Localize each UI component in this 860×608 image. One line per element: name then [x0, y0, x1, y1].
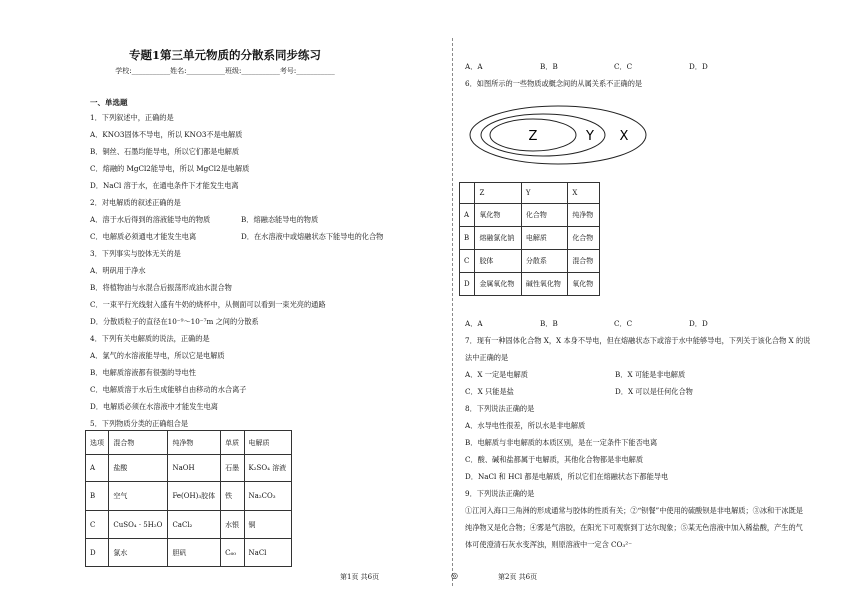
table-cell: Na₂CO₃: [244, 482, 291, 511]
table-row: [86, 455, 292, 482]
table-header-cell: 单质: [221, 431, 244, 455]
table-cell: CuSO₄ · 5H₂O: [109, 511, 168, 539]
label-z: Z: [528, 129, 538, 144]
q7-option-d[interactable]: D．X 可以是任何化合物: [615, 387, 693, 396]
table-row: [460, 204, 600, 227]
table-cell: 空气: [109, 482, 168, 511]
page-number-left: 第1页 共6页: [340, 573, 380, 581]
table-cell: 化合物: [521, 204, 567, 227]
q5-answer-a[interactable]: A．A: [465, 62, 483, 71]
q9-text-line-1: ①江河入海口三角洲的形成通常与胶体的性质有关；②“钡餐”中使用的硫酸钡是非电解质；③冰和干冰既是: [465, 506, 803, 515]
q5-answer-b[interactable]: B．B: [540, 62, 558, 71]
q6-table: [459, 182, 600, 296]
right-page: [430, 0, 860, 608]
q3-option-c[interactable]: C．一束平行光线射入盛有牛奶的烧杯中，从侧面可以看到一束光亮的通路: [90, 300, 326, 309]
q2-option-c[interactable]: C．电解质必须通电才能发生电离: [90, 232, 197, 241]
table-header-cell: 混合物: [109, 431, 168, 455]
q4-option-b[interactable]: B．电解质溶液都有很强的导电性: [90, 368, 196, 377]
q8-option-d[interactable]: D．NaCl 和 HCl 都是电解质，所以它们在熔融状态下都能导电: [465, 472, 669, 481]
table-cell: 胶体: [475, 250, 521, 273]
q1-option-d[interactable]: D．NaCl 溶于水，在通电条件下才能发生电离: [90, 181, 239, 190]
table-cell: 氯水: [109, 539, 168, 567]
q8-option-a[interactable]: A．水导电性很差，所以水是非电解质: [465, 421, 586, 430]
table-cell: 胆矾: [168, 539, 221, 567]
q4-option-c[interactable]: C．电解质溶于水后生成能够自由移动的水合离子: [90, 385, 247, 394]
table-cell: 石墨: [221, 455, 244, 482]
table-cell: B: [460, 227, 475, 250]
table-header-cell: Z: [475, 183, 521, 204]
table-cell: 铁: [221, 482, 244, 511]
q3-stem: 3．下列事实与胶体无关的是: [90, 249, 181, 258]
label-y: Y: [586, 129, 594, 144]
q5-table-header: [86, 431, 292, 455]
table-cell: 铜: [244, 511, 291, 539]
table-cell: 混合物: [568, 250, 600, 273]
q7-option-a[interactable]: A．X 一定是电解质: [465, 370, 528, 379]
q1-option-c[interactable]: C．熔融的 MgCl2能导电，所以 MgCl2是电解质: [90, 164, 250, 173]
set-inclusion-diagram: [468, 104, 648, 170]
student-info-line: 学校:___________姓名:___________班级:___________考号:___________: [115, 67, 335, 75]
table-cell: 分散系: [521, 250, 567, 273]
q5-answer-d[interactable]: D．D: [689, 62, 708, 71]
section-title: 一、单选题: [90, 98, 128, 107]
q6-answer-d[interactable]: D．D: [689, 319, 708, 328]
table-cell: 氧化物: [568, 273, 600, 296]
table-header-cell: [460, 183, 475, 204]
q8-option-b[interactable]: B．电解质与非电解质的本质区别，是在一定条件下能否电离: [465, 438, 658, 447]
table-cell: Fe(OH)₃胶体: [168, 482, 221, 511]
q9-text-line-2: 纯净物又是化合物；④雾是气溶胶，在阳光下可观察到丁达尔现象；⑤某无色溶液中加入稀盐酸，产生的气: [465, 523, 803, 532]
table-row: [460, 250, 600, 273]
nested-ellipses-figure: [468, 104, 648, 166]
table-cell: 熔融氯化钠: [475, 227, 521, 250]
table-cell: C: [460, 250, 475, 273]
table-cell: K₂SO₄ 溶液: [244, 455, 291, 482]
table-header-cell: 电解质: [244, 431, 291, 455]
table-cell: D: [86, 539, 109, 567]
q3-option-a[interactable]: A．明矾用于净水: [90, 266, 146, 275]
q7-option-b[interactable]: B．X 可能是非电解质: [615, 370, 686, 379]
q2-stem: 2．对电解质的叙述正确的是: [90, 198, 181, 207]
table-cell: 电解质: [521, 227, 567, 250]
q9-text-line-3: 体可使澄清石灰水变浑浊，则原溶液中一定含 CO₃²⁻: [465, 540, 632, 549]
page-separator-symbol: ◎: [451, 571, 458, 580]
table-row: [460, 227, 600, 250]
table-cell: B: [86, 482, 109, 511]
label-x: X: [619, 129, 629, 144]
q5-answer-c[interactable]: C．C: [614, 62, 633, 71]
table-cell: 金属氧化物: [475, 273, 521, 296]
table-row: [460, 273, 600, 296]
q4-stem: 4．下列有关电解质的说法，正确的是: [90, 334, 210, 343]
q7-stem-line-2: 法中正确的是: [465, 353, 509, 362]
table-cell: 纯净物: [568, 204, 600, 227]
table-row: [86, 511, 292, 539]
page-number-right: 第2页 共6页: [498, 573, 538, 581]
table-header-cell: Y: [521, 183, 567, 204]
table-cell: CaCl₂: [168, 511, 221, 539]
q2-option-b[interactable]: B．熔融态能导电的物质: [241, 215, 319, 224]
q1-option-b[interactable]: B．铜丝、石墨均能导电，所以它们都是电解质: [90, 147, 240, 156]
table-cell: NaOH: [168, 455, 221, 482]
table-cell: D: [460, 273, 475, 296]
table-cell: 盐酸: [109, 455, 168, 482]
table-cell: NaCl: [244, 539, 291, 567]
table-cell: 化合物: [568, 227, 600, 250]
page-title: 专题1第三单元物质的分散系同步练习: [129, 48, 321, 62]
q7-stem-line-1: 7．现有一种固体化合物 X，X 本身不导电，但在熔融状态下或溶于水中能够导电，下列关于该化合物 X 的说: [465, 336, 811, 345]
table-cell: 氧化物: [475, 204, 521, 227]
q8-option-c[interactable]: C．酸、碱和盐都属于电解质，其他化合物都是非电解质: [465, 455, 644, 464]
table-cell: C₆₀: [221, 539, 244, 567]
q3-option-b[interactable]: B．将植物油与水混合后振荡形成油水混合物: [90, 283, 232, 292]
q4-option-d[interactable]: D．电解质必须在水溶液中才能发生电离: [90, 402, 218, 411]
table-header-cell: 纯净物: [168, 431, 221, 455]
q6-stem: 6．如图所示的一些物质或概念间的从属关系不正确的是: [465, 79, 643, 88]
table-cell: 碱性氧化物: [521, 273, 567, 296]
q6-answer-a[interactable]: A．A: [465, 319, 483, 328]
q5-table: [85, 430, 292, 567]
q5-stem: 5．下列物质分类的正确组合是: [90, 419, 189, 428]
table-header-cell: 选项: [86, 431, 109, 455]
q1-stem: 1．下列叙述中，正确的是: [90, 113, 174, 122]
q1-option-a[interactable]: A．KNO3固体不导电，所以 KNO3不是电解质: [90, 130, 243, 139]
q6-table-header: [460, 183, 600, 204]
q7-option-c[interactable]: C．X 只能是盐: [465, 387, 514, 396]
table-cell: C: [86, 511, 109, 539]
q8-stem: 8．下列说法正确的是: [465, 404, 535, 413]
table-row: [86, 539, 292, 567]
table-cell: A: [86, 455, 109, 482]
q2-option-d[interactable]: D．在水溶液中或熔融状态下能导电的化合物: [241, 232, 384, 241]
q6-answer-c[interactable]: C．C: [614, 319, 633, 328]
q9-stem: 9．下列说法正确的是: [465, 489, 535, 498]
table-row: [86, 482, 292, 511]
table-cell: 水银: [221, 511, 244, 539]
q4-option-a[interactable]: A．氯气的水溶液能导电，所以它是电解质: [90, 351, 225, 360]
q3-option-d[interactable]: D．分散质粒子的直径在10⁻⁹～10⁻⁷m 之间的分散系: [90, 317, 259, 326]
q6-answer-b[interactable]: B．B: [540, 319, 558, 328]
table-cell: A: [460, 204, 475, 227]
table-header-cell: X: [568, 183, 600, 204]
q2-option-a[interactable]: A．溶于水后得到的溶液能导电的物质: [90, 215, 211, 224]
